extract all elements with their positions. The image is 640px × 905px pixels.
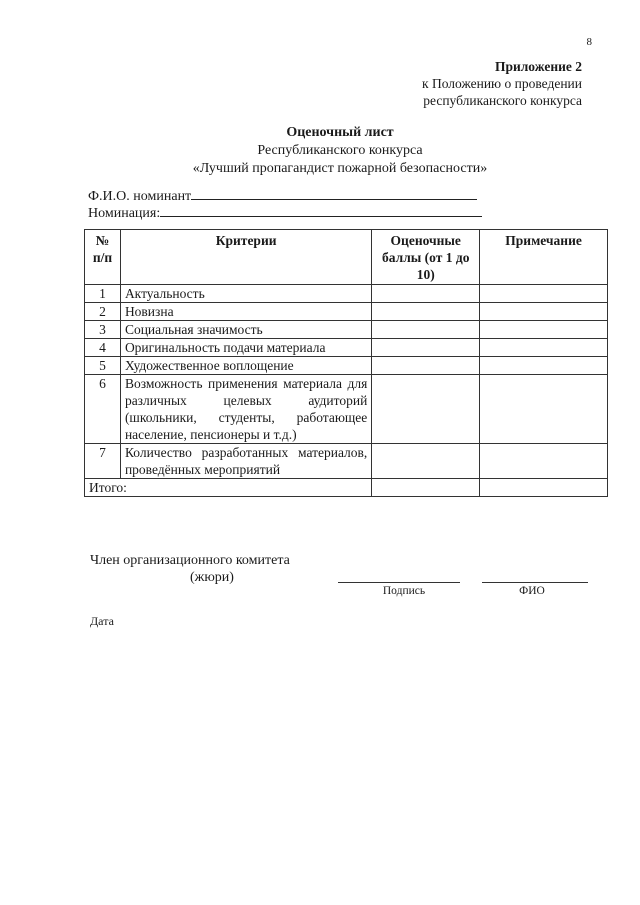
nomination-field	[88, 203, 482, 222]
score-cell[interactable]	[372, 321, 480, 339]
nominee-label: Ф.И.О. номинант	[88, 189, 192, 204]
row-criterion: Оригинальность подачи материала	[120, 339, 371, 357]
score-cell[interactable]	[372, 339, 480, 357]
total-note-cell[interactable]	[480, 479, 608, 497]
note-cell[interactable]	[480, 303, 608, 321]
role-line-2: (жюри)	[190, 570, 234, 585]
row-num: 5	[85, 357, 121, 375]
row-num: 1	[85, 285, 121, 303]
note-cell[interactable]	[480, 375, 608, 444]
table-row	[85, 375, 608, 444]
appendix-line-1: к Положению о проведении	[422, 76, 582, 91]
note-cell[interactable]	[480, 357, 608, 375]
appendix-line-2: республиканского конкурса	[423, 93, 582, 108]
appendix-title: Приложение 2	[494, 59, 582, 74]
row-criterion: Количество разработанных материалов, проведённых мероприятий	[120, 444, 371, 479]
header-criteria: Критерии	[120, 230, 371, 285]
row-num: 7	[85, 444, 121, 479]
note-cell[interactable]	[480, 285, 608, 303]
signature-role	[90, 552, 290, 586]
table-row	[85, 339, 608, 357]
row-num: 4	[85, 339, 121, 357]
total-score-cell[interactable]	[372, 479, 480, 497]
header-score: Оценочные баллы (от 1 до 10)	[372, 230, 480, 285]
score-cell[interactable]	[372, 285, 480, 303]
signature-caption: Подпись	[382, 585, 426, 597]
signature-line[interactable]	[338, 582, 460, 583]
total-label: Итого:	[85, 479, 372, 497]
form-titles	[0, 124, 640, 178]
header-num: № п/п	[85, 230, 121, 285]
note-cell[interactable]	[480, 321, 608, 339]
score-cell[interactable]	[372, 375, 480, 444]
role-line-1: Член организационного комитета	[90, 553, 290, 568]
table-row	[85, 303, 608, 321]
score-cell[interactable]	[372, 303, 480, 321]
row-criterion: Социальная значимость	[120, 321, 371, 339]
appendix-header	[422, 58, 582, 109]
row-criterion: Возможность применения материала для различных целевых аудиторий (школьники, студенты, работающее население, пенсионеры и т.д.)	[120, 375, 371, 444]
note-cell[interactable]	[480, 444, 608, 479]
table-row	[85, 444, 608, 479]
row-criterion: Художественное воплощение	[120, 357, 371, 375]
total-row	[85, 479, 608, 497]
row-criterion: Новизна	[120, 303, 371, 321]
row-num: 6	[85, 375, 121, 444]
row-num: 2	[85, 303, 121, 321]
header-note: Примечание	[480, 230, 608, 285]
score-cell[interactable]	[372, 444, 480, 479]
date-label: Дата	[90, 614, 114, 628]
table-header-row	[85, 230, 608, 285]
page-number: 8	[586, 36, 592, 48]
row-criterion: Актуальность	[120, 285, 371, 303]
form-title: Оценочный лист	[286, 125, 394, 140]
row-num: 3	[85, 321, 121, 339]
nomination-line[interactable]	[160, 203, 482, 217]
table-row	[85, 357, 608, 375]
table-row	[85, 285, 608, 303]
name-line[interactable]	[482, 582, 588, 583]
nomination-label: Номинация:	[88, 206, 161, 221]
name-caption: ФИО	[519, 585, 545, 597]
table-row	[85, 321, 608, 339]
nominee-line[interactable]	[191, 186, 477, 200]
score-cell[interactable]	[372, 357, 480, 375]
form-subtitle-2: «Лучший пропагандист пожарной безопасности»	[192, 161, 488, 176]
note-cell[interactable]	[480, 339, 608, 357]
criteria-table	[84, 229, 608, 497]
form-subtitle-1: Республиканского конкурса	[257, 143, 423, 158]
